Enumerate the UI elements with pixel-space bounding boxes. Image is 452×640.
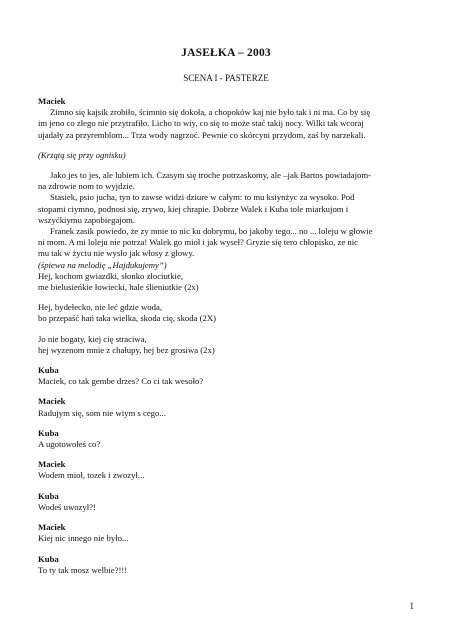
dialogue-line: Maciek, co tak gembe drzes? Co ci tak wesoło? <box>38 376 204 387</box>
speaker-name: Kuba <box>38 365 59 376</box>
dialogue-line: Wodem mioł, tozek i zwozył... <box>38 470 145 481</box>
speaker-name: Maciek <box>38 459 66 470</box>
dialogue-line: To ty tak mosz welbie?!!! <box>38 564 128 575</box>
page-number: 1 <box>409 601 414 611</box>
dialogue-line: na zdrowie nom to wyjdzie. <box>38 181 135 192</box>
document-body <box>38 96 422 576</box>
speaker-name: Kuba <box>38 553 59 564</box>
song-line: Jo nie bogaty, kiej cię straciwa, <box>38 333 147 344</box>
song-line: Hej, bydełecko, nie leć gdzie woda, <box>38 302 162 313</box>
speaker-name: Kuba <box>38 427 59 438</box>
stage-direction: (śpiewa na melodię „Hajdukujemy”) <box>38 259 167 270</box>
dialogue-line: ni mom. A mi loleju nie potrza! Walek go mioł i jak wyseł? Gryzie się tero chłopisko, ze nic <box>38 237 359 248</box>
dialogue-line: Jako jes to jes, ale lubiem ich. Czasym się troche potrzaskomy, ale –jak Bartos powiadajom- <box>50 170 372 181</box>
dialogue-line: ujadały za przyremblom... Trza wody nagrzoć. Pewnie co skórcyni przydom, zaś by narzekali. <box>38 129 366 140</box>
song-line: Hej, kochom gwiazdki, słonko złociutkie, <box>38 270 184 281</box>
dialogue-line: A ugotowołeś co? <box>38 439 101 450</box>
song-line: bo przepaść hań taka wielka, skoda cię, skoda (2X) <box>38 313 217 324</box>
speaker-name: Kuba <box>38 490 59 501</box>
dialogue-line: Zimno się kajsik zrobiło, ścimnio się dokoła, a chopoków kaj nie było tak i ni ma. Co by się <box>50 107 371 118</box>
dialogue-line: wszyćkiymu zapobiegajom. <box>38 214 135 225</box>
song-line: hej wyzenom mnie z chałupy, hej bez grosiwa (2x) <box>38 344 215 355</box>
speaker-name: Maciek <box>38 396 66 407</box>
dialogue-line: mu tak w życiu nie wysło jak włosy z głowy. <box>38 248 195 259</box>
dialogue-line: Kiej nic innego nie było... <box>38 533 129 544</box>
dialogue-line: Wodeś uwozył?! <box>38 501 96 512</box>
song-line: me bielusieńkie łowiecki, hale ślieniutkie (2x) <box>38 282 199 293</box>
dialogue-line: Radujym się, som nie wiym s cego... <box>38 407 166 418</box>
dialogue-line: Stasiek, psio jucha, tyn to zawse widzi dziure w całym: to mu ksiynżyc za wysoko. Pod <box>50 192 355 203</box>
dialogue-line: im jeno co złego nie przytrafiło. Licho to wiy, co się to może stać takij nocy. Wilki tak wcoraj <box>38 118 364 129</box>
dialogue-line: Franek zasik powiedo, że zy mnie to nic ku dobrymu, bo jakoby tego... no ... loleju w głowie <box>50 226 373 237</box>
speaker-name: Maciek <box>38 96 66 106</box>
document-title: JASEŁKA – 2003 <box>181 47 271 59</box>
stage-direction: (Krzątą się przy ognisku) <box>38 149 126 160</box>
dialogue-line: stopami ciymno, podnosi się, zrywo, kiej chrapie. Dobrze Walek i Kuba tole miarkujom i <box>38 203 349 214</box>
speaker-name: Maciek <box>38 522 66 533</box>
scene-heading: SCENA I - PASTERZE <box>183 73 269 83</box>
